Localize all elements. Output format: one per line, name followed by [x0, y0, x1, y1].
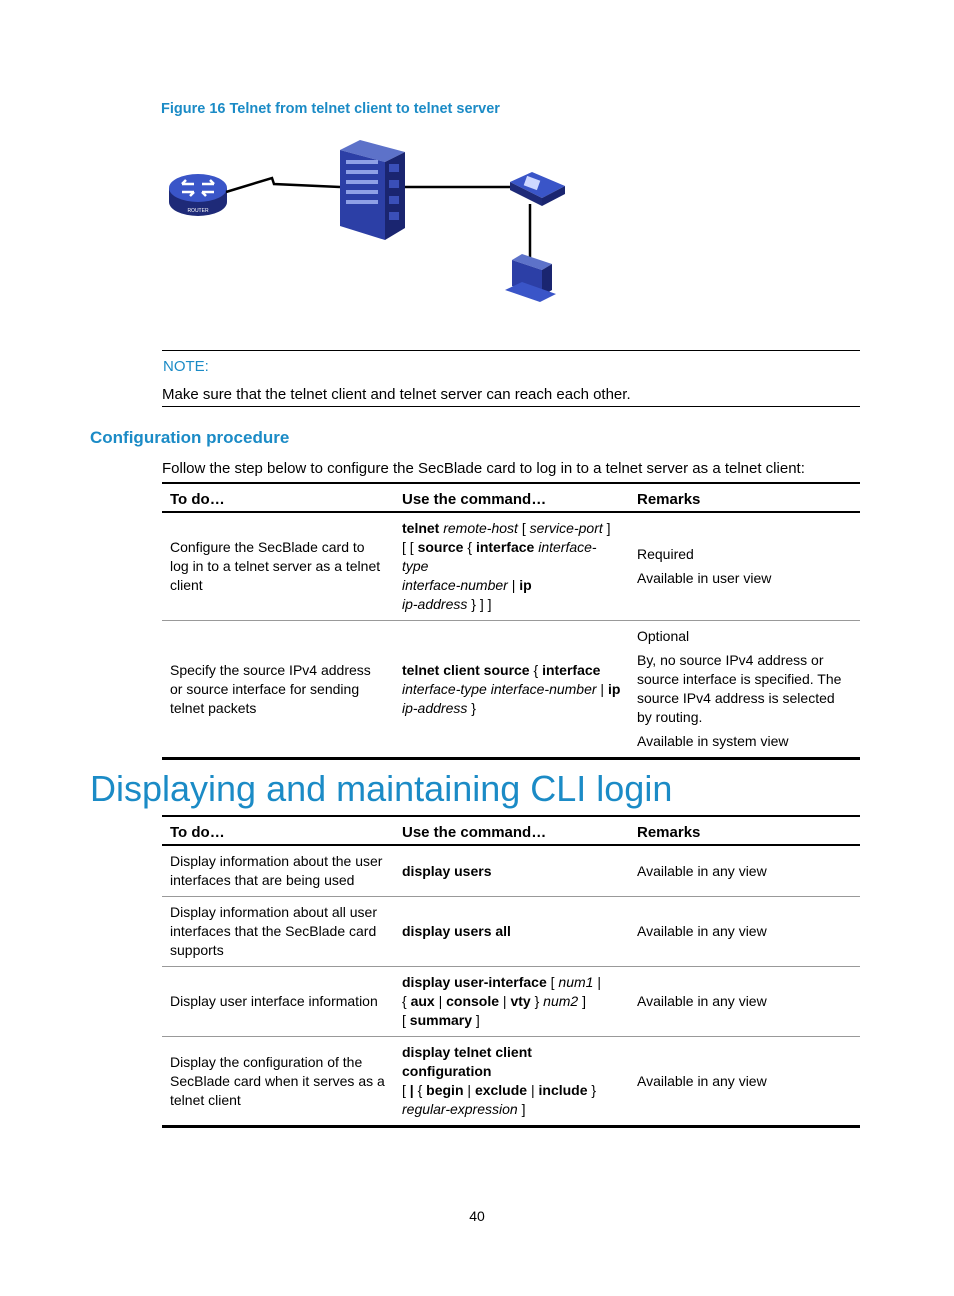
secblade-chassis-icon [340, 140, 405, 240]
table-header-remarks: Remarks [629, 816, 860, 845]
note-top-rule [162, 350, 860, 351]
section-intro: Follow the step below to configure the SecBlade card to log in to a telnet server as a telnet client: [162, 460, 805, 477]
switch-icon [510, 172, 565, 206]
note-text: Make sure that the telnet client and telnet server can reach each other. [162, 386, 631, 403]
table-row [162, 845, 860, 897]
todo-cell: Display information about the user interfaces that are being used [170, 853, 383, 888]
table-row [162, 621, 860, 759]
remark-line: Required [637, 546, 694, 562]
network-diagram [160, 130, 580, 310]
remarks-cell: Available in any view [629, 897, 860, 967]
table-row [162, 1037, 860, 1127]
remarks-cell [629, 621, 860, 759]
remarks-cell: Available in any view [629, 1037, 860, 1127]
figure-caption: Figure 16 Telnet from telnet client to telnet server [161, 101, 500, 117]
page-number: 40 [469, 1208, 485, 1224]
todo-cell: Display user interface information [162, 967, 394, 1037]
table-header-todo: To do… [162, 483, 394, 512]
remarks-cell [629, 512, 860, 621]
command-cell: display users [402, 862, 492, 879]
todo-cell: Display the configuration of the SecBlade card when it serves as a telnet client [162, 1037, 394, 1127]
note-bottom-rule [162, 406, 860, 407]
router-icon [169, 174, 227, 216]
table-header-todo: To do… [162, 816, 394, 845]
todo-cell: Configure the SecBlade card to log in to a telnet server as a telnet client [170, 539, 381, 593]
table-row [162, 512, 860, 621]
command-cell: display user-interface [ num1 | { aux | console | vty } num2 ] [ summary ] [394, 967, 629, 1037]
table-header-command: Use the command… [394, 483, 629, 512]
remarks-cell: Available in any view [637, 862, 767, 879]
chapter-heading: Displaying and maintaining CLI login [90, 768, 673, 809]
todo-cell: Specify the source IPv4 address or source interface for sending telnet packets [162, 621, 394, 759]
command-cell: telnet remote-host [ service-port ] [ [ source { interface interface-type interface-number | ip ip-address } ] ] [402, 520, 611, 612]
command-cell: display users all [394, 897, 629, 967]
table-row [162, 897, 860, 967]
section-heading: Configuration procedure [90, 428, 290, 447]
command-cell: display telnet client configuration [ | { begin | exclude | include } regular-expression ] [394, 1037, 629, 1127]
remark-line: Available in system view [637, 733, 789, 749]
note-label: NOTE: [163, 358, 209, 375]
remark-line: By, no source IPv4 address or source interface is specified. The source IPv4 address is selected by routing. [637, 652, 842, 725]
remark-line: Available in user view [637, 570, 772, 586]
pc-host-icon [505, 254, 556, 302]
command-cell: telnet client source { interface interface-type interface-number | ip ip-address } [394, 621, 629, 759]
table-header-remarks: Remarks [629, 483, 860, 512]
table-header-command: Use the command… [394, 816, 629, 845]
todo-cell: Display information about all user interfaces that the SecBlade card supports [162, 897, 394, 967]
remark-line: Optional [637, 628, 690, 644]
table-row [162, 967, 860, 1037]
config-procedure-table [162, 482, 860, 760]
remarks-cell: Available in any view [629, 967, 860, 1037]
router-label: ROUTER [187, 208, 209, 214]
serial-link [226, 178, 340, 192]
display-commands-table [162, 815, 860, 1128]
